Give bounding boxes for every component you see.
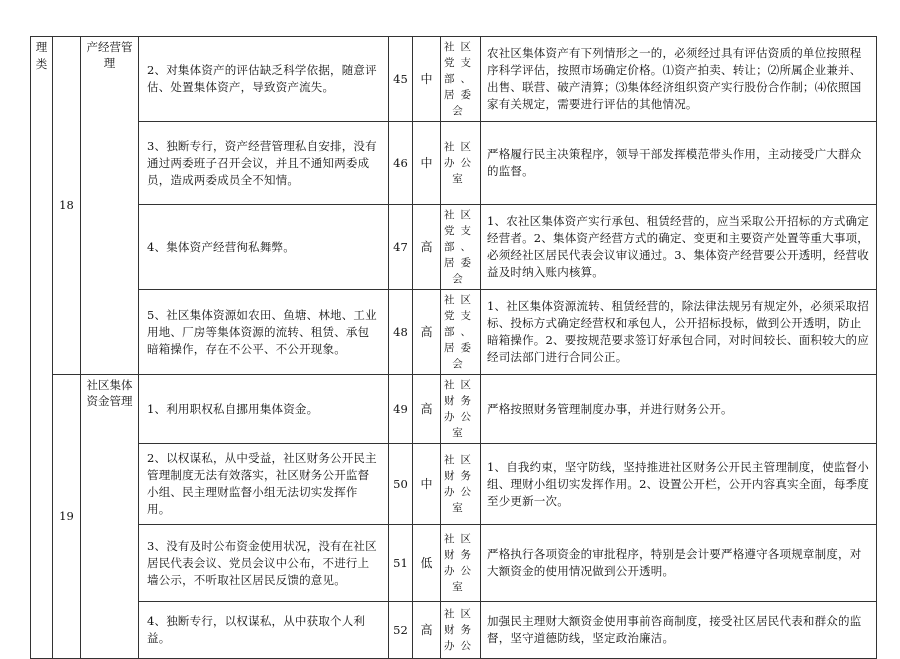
table-row	[31, 122, 877, 205]
dept-cell: 社区财务办公室	[441, 375, 481, 444]
dept-cell: 社区财务办公	[441, 602, 481, 659]
dept-cell: 社区党支部、居委会	[441, 37, 481, 122]
table-row	[31, 37, 877, 122]
dept-cell: 社区党支部、居委会	[441, 205, 481, 290]
table-row	[31, 375, 877, 444]
level-cell: 高	[413, 602, 441, 659]
measure-cell: 1、自我约束，坚守防线，坚持推进社区财务公开民主管理制度，使监督小组、理财小组切实发挥作用。2、设置公开栏，公开内容真实全面，每季度至少更新一次。	[481, 444, 877, 525]
risk-table	[30, 36, 877, 659]
level-cell: 高	[413, 205, 441, 290]
measure-cell: 严格履行民主决策程序，领导干部发挥模范带头作用，主动接受广大群众的监督。	[481, 122, 877, 205]
dept-cell: 社区财务办公室	[441, 525, 481, 602]
item-cell: 社区集体资金管理	[81, 375, 139, 659]
number-cell: 46	[389, 122, 413, 205]
dept-cell: 社区办公室	[441, 122, 481, 205]
category-cell: 理类	[31, 37, 53, 659]
table-row	[31, 525, 877, 602]
number-cell: 50	[389, 444, 413, 525]
level-cell: 中	[413, 444, 441, 525]
level-cell: 高	[413, 375, 441, 444]
item-cell: 产经营管理	[81, 37, 139, 375]
risk-cell: 3、独断专行，资产经营管理私自安排，没有通过两委班子召开会议，并且不通知两委成员，造成两委成员全不知情。	[139, 122, 389, 205]
risk-cell: 2、以权谋私，从中受益，社区财务公开民主管理制度无法有效落实，社区财务公开监督小组、民主理财监督小组无法切实发挥作用。	[139, 444, 389, 525]
level-cell: 高	[413, 290, 441, 375]
risk-cell: 1、利用职权私自挪用集体资金。	[139, 375, 389, 444]
measure-cell: 1、社区集体资源流转、租赁经营的，除法律法规另有规定外，必须采取招标、投标方式确定经营权和承包人，公开招标投标，做到公开透明，防止暗箱操作。2、要按规范要求签订好承包合同，对时间较长、面积较大的应经司法部门进行合同公正。	[481, 290, 877, 375]
risk-cell: 4、集体资产经营徇私舞弊。	[139, 205, 389, 290]
risk-cell: 5、社区集体资源如农田、鱼塘、林地、工业用地、厂房等集体资源的流转、租赁、承包暗箱操作，存在不公平、不公开现象。	[139, 290, 389, 375]
measure-cell: 加强民主理财大额资金使用事前咨商制度，接受社区居民代表和群众的监督，坚守道德防线，坚定政治廉洁。	[481, 602, 877, 659]
level-cell: 中	[413, 122, 441, 205]
measure-cell: 1、农社区集体资产实行承包、租赁经营的，应当采取公开招标的方式确定经营者。2、集体资产经营方式的确定、变更和主要资产处置等重大事项，必须经社区居民代表会议审议通过。3、集体资产经营要公开透明，经营收益及时纳入账内核算。	[481, 205, 877, 290]
table-row	[31, 290, 877, 375]
table-row	[31, 602, 877, 659]
number-cell: 47	[389, 205, 413, 290]
dept-cell: 社区党支部、居委会	[441, 290, 481, 375]
risk-cell: 2、对集体资产的评估缺乏科学依据，随意评估、处置集体资产，导致资产流失。	[139, 37, 389, 122]
number-cell: 51	[389, 525, 413, 602]
number-cell: 45	[389, 37, 413, 122]
level-cell: 中	[413, 37, 441, 122]
number-cell: 49	[389, 375, 413, 444]
number-cell: 52	[389, 602, 413, 659]
table-row	[31, 444, 877, 525]
risk-cell: 3、没有及时公布资金使用状况，没有在社区居民代表会议、党员会议中公布，不进行上墙公示，不听取社区居民反馈的意见。	[139, 525, 389, 602]
risk-cell: 4、独断专行，以权谋私，从中获取个人利益。	[139, 602, 389, 659]
seq-cell: 18	[53, 37, 81, 375]
seq-cell: 19	[53, 375, 81, 659]
level-cell: 低	[413, 525, 441, 602]
number-cell: 48	[389, 290, 413, 375]
table-row	[31, 205, 877, 290]
measure-cell: 严格执行各项资金的审批程序，特别是会计要严格遵守各项规章制度，对大额资金的使用情况做到公开透明。	[481, 525, 877, 602]
measure-cell: 严格按照财务管理制度办事，并进行财务公开。	[481, 375, 877, 444]
dept-cell: 社区财务办公室	[441, 444, 481, 525]
measure-cell: 农社区集体资产有下列情形之一的，必须经过具有评估资质的单位按照程序科学评估，按照市场确定价格。⑴资产拍卖、转让；⑵所属企业兼并、出售、联营、破产清算；⑶集体经济组织资产实行股份合作制；⑷依照国家有关规定，需要进行评估的其他情况。	[481, 37, 877, 122]
